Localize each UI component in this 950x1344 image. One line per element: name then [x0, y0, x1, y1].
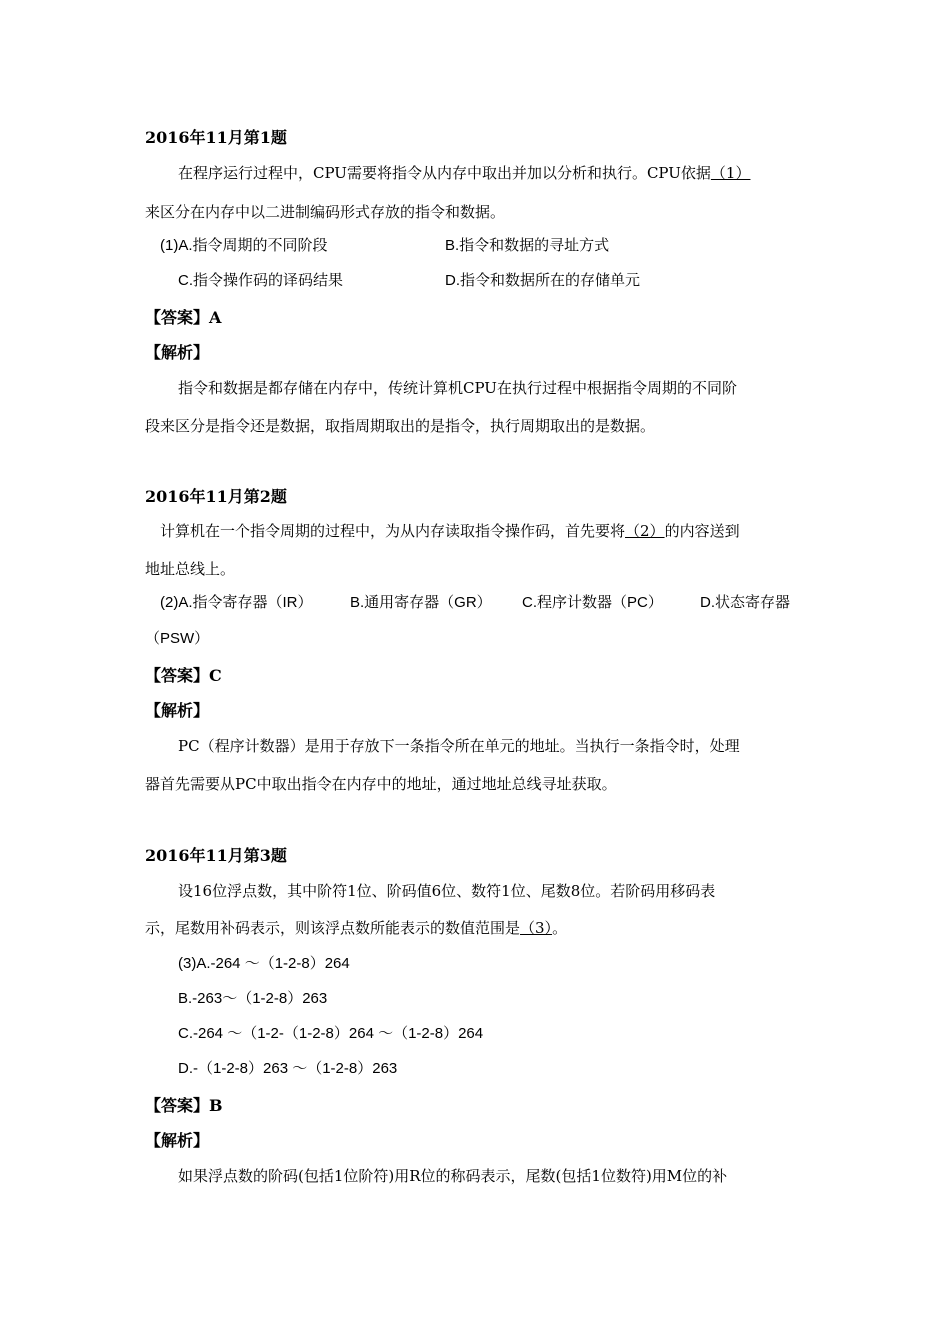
q2-analysis-label: 【解析】 — [145, 701, 210, 720]
q3-blank: （3） — [520, 919, 553, 937]
q3-answer: 【答案】B — [145, 1096, 223, 1115]
q3-title: 2016年11月第3题 — [145, 846, 287, 865]
q3-analysis-label: 【解析】 — [145, 1131, 210, 1150]
q2-option-d-cont: （PSW） — [145, 630, 210, 647]
q1-option-a: (1)A.指令周期的不同阶段 — [160, 237, 328, 254]
q3-stem-line1: 设16位浮点数，其中阶符1位、阶码值6位、数符1位、尾数8位。若阶码用移码表 — [178, 882, 716, 900]
q1-option-c: C.指令操作码的译码结果 — [178, 272, 344, 289]
q1-analysis-label: 【解析】 — [145, 343, 210, 362]
q3-stem-line2 — [145, 918, 567, 938]
q2-option-b: B.通用寄存器（GR） — [350, 594, 492, 611]
q1-option-b: B.指令和数据的寻址方式 — [445, 237, 610, 254]
q2-analysis-line2: 器首先需要从PC中取出指令在内存中的地址，通过地址总线寻址获取。 — [145, 775, 617, 793]
q1-title: 2016年11月第1题 — [145, 128, 287, 147]
q1-stem-a: 在程序运行过程中，CPU需要将指令从内存中取出并加以分析和执行。CPU依据 — [178, 164, 711, 182]
q1-analysis-line1: 指令和数据是都存储在内存中，传统计算机CPU在执行过程中根据指令周期的不同阶 — [178, 379, 737, 397]
q2-option-c: C.程序计数器（PC） — [522, 594, 663, 611]
q3-stem-c: 。 — [552, 919, 568, 937]
q1-analysis-line2: 段来区分是指令还是数据，取指周期取出的是指令，执行周期取出的是数据。 — [145, 417, 656, 435]
q2-title: 2016年11月第2题 — [145, 487, 287, 506]
q2-option-d: D.状态寄存器 — [700, 594, 791, 611]
q2-answer: 【答案】C — [145, 666, 222, 685]
q2-analysis-line1: PC（程序计数器）是用于存放下一条指令所在单元的地址。当执行一条指令时，处理 — [178, 737, 740, 755]
q1-answer: 【答案】A — [145, 308, 222, 327]
q3-analysis-line1: 如果浮点数的阶码(包括1位阶符)用R位的称码表示，尾数(包括1位数符)用M位的补 — [178, 1167, 728, 1185]
q3-option-a: (3)A.-264 ～（1-2-8）264 — [178, 955, 350, 972]
q1-stem-line2: 来区分在内存中以二进制编码形式存放的指令和数据。 — [145, 203, 506, 221]
q2-blank: （2） — [625, 522, 665, 540]
q3-option-c: C.-264 ～（1-2-（1-2-8）264 ～（1-2-8）264 — [178, 1025, 484, 1042]
q3-option-d: D.-（1-2-8）263 ～（1-2-8）263 — [178, 1060, 398, 1077]
q2-stem-line1 — [160, 521, 740, 541]
q3-stem-b: 示，尾数用补码表示，则该浮点数所能表示的数值范围是 — [145, 919, 521, 937]
q2-stem-a: 计算机在一个指令周期的过程中，为从内存读取指令操作码，首先要将 — [160, 522, 626, 540]
q1-blank: （1） — [710, 164, 751, 182]
q1-option-d: D.指令和数据所在的存储单元 — [445, 272, 641, 289]
q3-option-b: B.-263～（1-2-8）263 — [178, 990, 328, 1007]
q2-stem-line2: 地址总线上。 — [145, 560, 236, 578]
q2-stem-b: 的内容送到 — [664, 522, 740, 540]
q1-stem-line1 — [178, 163, 750, 183]
q2-option-a: (2)A.指令寄存器（IR） — [160, 594, 313, 611]
